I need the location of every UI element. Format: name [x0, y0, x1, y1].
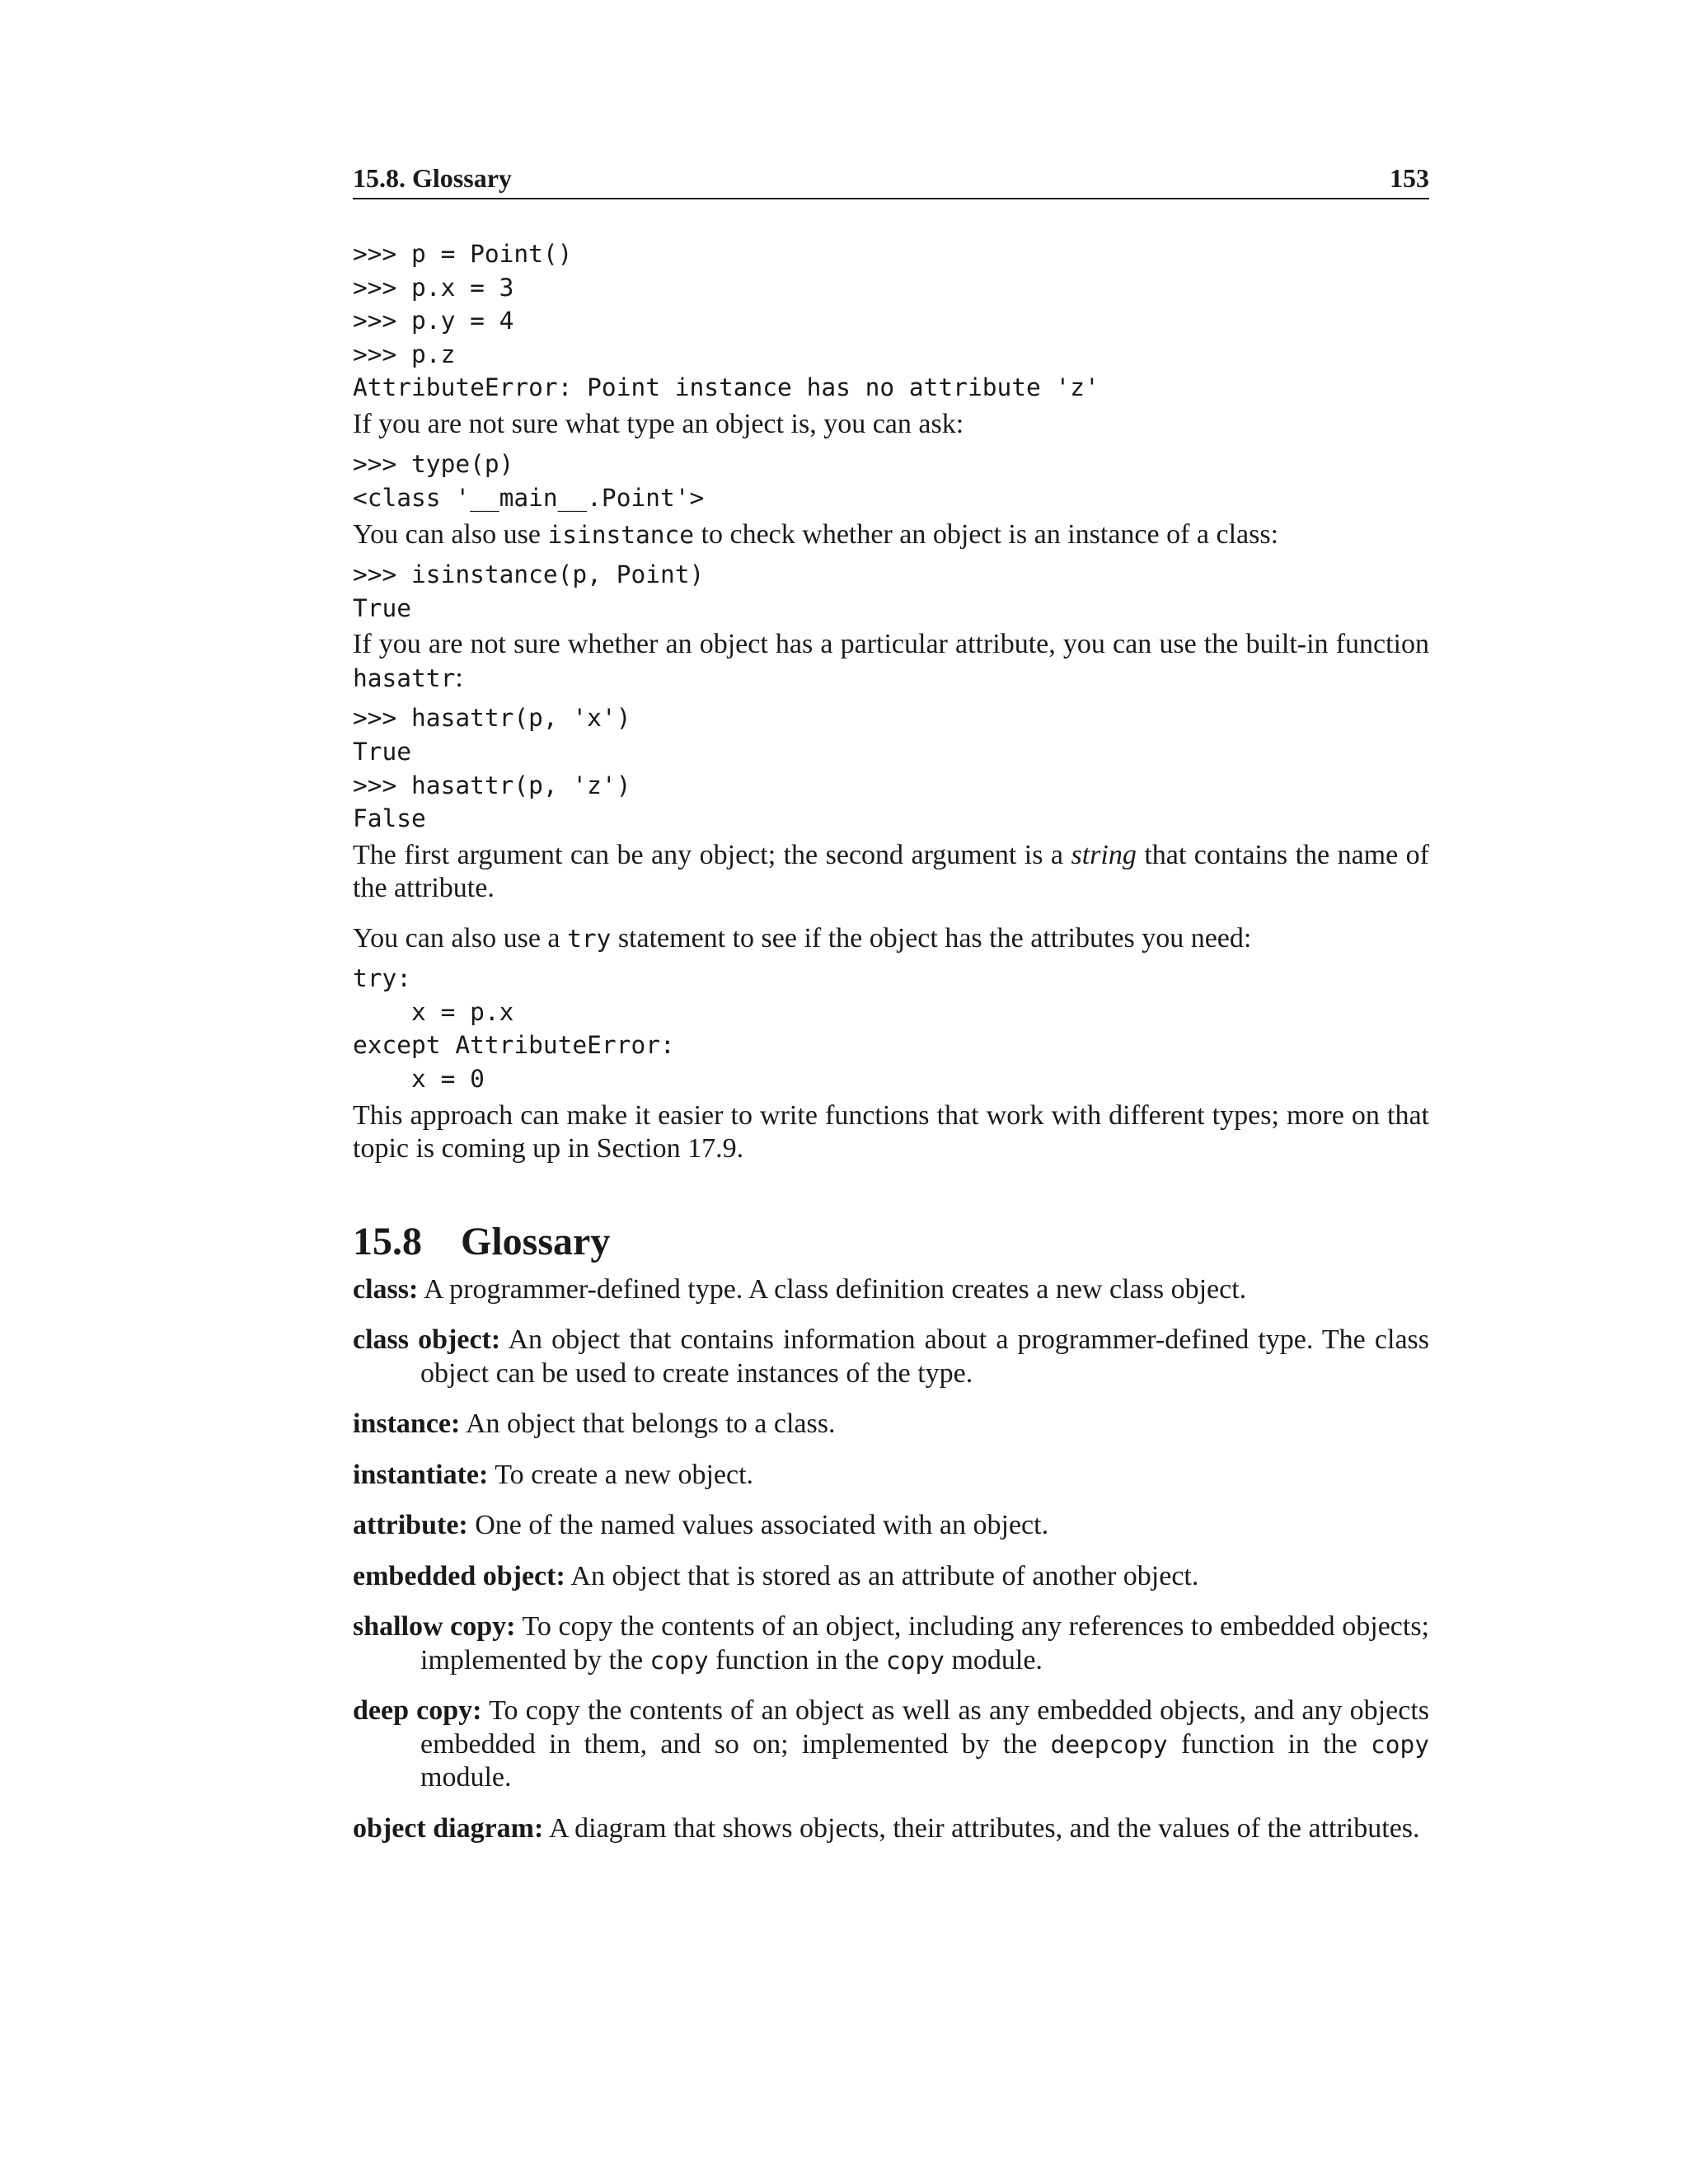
glossary-term: instantiate:	[353, 1459, 489, 1490]
glossary-definition: To copy the contents of an object as well as any embedded objects, and any objects embedded in them, and so on; implemented by the	[420, 1695, 1429, 1760]
glossary-definition: module.	[944, 1644, 1043, 1675]
code-block-try-except: try: x = p.x except AttributeError: x = 0	[353, 964, 675, 1093]
glossary-definition: function in the	[1167, 1728, 1371, 1760]
glossary-definition: A programmer-defined type. A class definition creates a new class object.	[423, 1273, 1247, 1305]
glossary-entry-class-object	[353, 1324, 1429, 1390]
glossary-entry-instantiate	[353, 1459, 1429, 1493]
text-span: The first argument can be any object; the second argument is a	[353, 839, 1071, 870]
code-block-type: >>> type(p) <class '__main__.Point'>	[353, 450, 705, 513]
glossary-definition: An object that contains information about a programmer-defined type. The class object can be used to create instances of the type.	[420, 1324, 1430, 1389]
glossary-definition: An object that belongs to a class.	[465, 1408, 836, 1440]
glossary-definition: One of the named values associated with an object.	[475, 1510, 1049, 1541]
glossary-term: class:	[353, 1273, 419, 1305]
inline-code: copy	[885, 1646, 945, 1675]
glossary-term: embedded object:	[353, 1560, 565, 1591]
running-header	[353, 162, 1429, 199]
paragraph-isinstance	[353, 518, 1429, 552]
glossary-term: deep copy:	[353, 1695, 482, 1727]
paragraph-type-intro: If you are not sure what type an object is, you can ask:	[353, 408, 964, 439]
code-block-isinstance: >>> isinstance(p, Point) True	[353, 560, 705, 622]
inline-code: deepcopy	[1050, 1730, 1168, 1759]
glossary-term: class object:	[353, 1324, 501, 1356]
inline-code: copy	[1370, 1730, 1429, 1759]
glossary-entry-class	[353, 1273, 1429, 1307]
glossary-definition: To copy the contents of an object, including any references to embedded objects; implemented by the	[420, 1611, 1430, 1675]
text-span: If you are not sure whether an object has a particular attribute, you can use the built-in function	[353, 629, 1429, 660]
section-title: Glossary	[461, 1219, 611, 1263]
glossary-entry-shallow-copy	[353, 1610, 1429, 1677]
text-span: statement to see if the object has the attributes you need:	[611, 922, 1252, 954]
emphasis-string: string	[1071, 839, 1137, 870]
section-number: 15.8	[353, 1219, 422, 1263]
text-span: that contains the name of the attribute.	[353, 839, 1430, 904]
glossary-definition: function in the	[708, 1644, 886, 1675]
glossary-term: attribute:	[353, 1510, 468, 1541]
glossary-entry-instance	[353, 1408, 1429, 1441]
code-block-attribute-error: >>> p = Point() >>> p.x = 3 >>> p.y = 4 >>> p.z AttributeError: Point instance has no attribute 'z'	[353, 240, 1100, 402]
glossary-entry-attribute	[353, 1509, 1429, 1543]
text-span: You can also use	[353, 518, 548, 550]
text-span: :	[455, 662, 463, 693]
paragraph-approach: This approach can make it easier to write functions that work with different types; more on that topic is coming up in Section 17.9.	[353, 1099, 1429, 1165]
code-block-hasattr: >>> hasattr(p, 'x') True >>> hasattr(p, 'z') False	[353, 704, 631, 833]
header-page-number: 153	[1390, 163, 1429, 193]
text-span: to check whether an object is an instance of a class:	[694, 518, 1279, 550]
glossary-definition: A diagram that shows objects, their attributes, and the values of the attributes.	[548, 1812, 1420, 1844]
glossary-term: instance:	[353, 1408, 461, 1440]
inline-code: try	[567, 924, 612, 953]
header-section-title: 15.8. Glossary	[353, 163, 512, 193]
inline-code: isinstance	[547, 520, 695, 549]
glossary-term: shallow copy:	[353, 1611, 516, 1643]
glossary-definition: module.	[420, 1762, 512, 1793]
paragraph-first-argument	[353, 839, 1429, 906]
inline-code: hasattr	[353, 663, 456, 692]
paragraph-try-statement	[353, 922, 1429, 956]
text-span: You can also use a	[353, 922, 568, 954]
glossary-entry-object-diagram	[353, 1812, 1429, 1846]
page-content	[353, 237, 1429, 1845]
glossary-definition: An object that is stored as an attribute of another object.	[570, 1560, 1199, 1591]
inline-code: copy	[649, 1646, 709, 1675]
glossary-term: object diagram:	[353, 1812, 544, 1844]
section-heading	[353, 1217, 1429, 1267]
glossary-entry-deep-copy	[353, 1694, 1429, 1795]
glossary-definition: To create a new object.	[495, 1459, 754, 1490]
glossary-entry-embedded-object	[353, 1560, 1429, 1594]
paragraph-hasattr	[353, 628, 1429, 695]
